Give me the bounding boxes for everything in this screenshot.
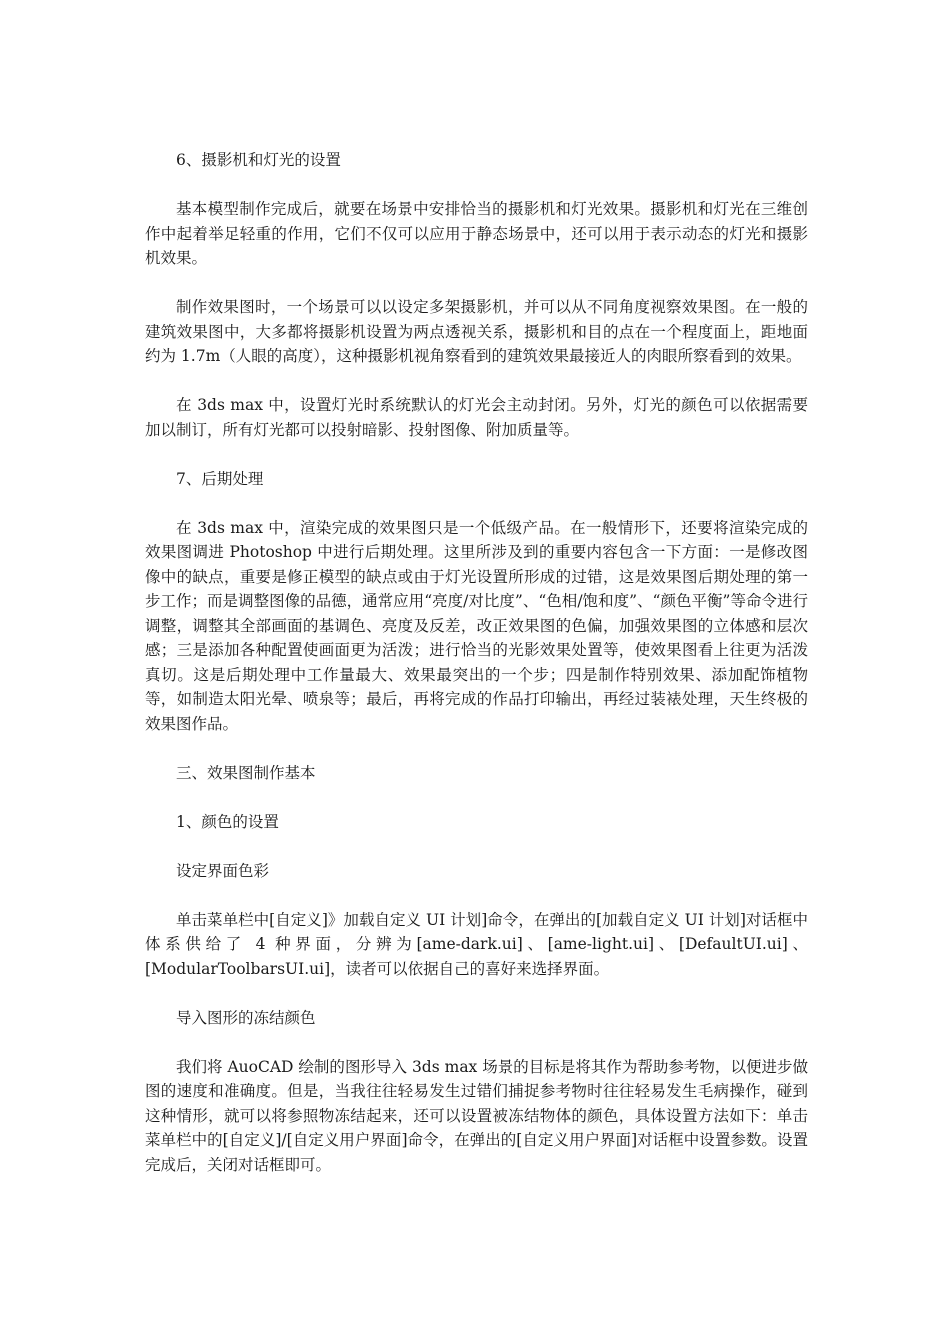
subheading-freeze-color: 导入图形的冻结颜色 — [176, 1008, 316, 1027]
paragraph-camera-lighting-intro: 基本模型制作完成后，就要在场景中安排恰当的摄影机和灯光效果。摄影机和灯光在三维创作中起着举足轻重的作用，它们不仅可以应用于静态场景中，还可以用于表示动态的灯光和摄影机效果。 — [145, 200, 808, 267]
paragraph-camera-setup: 制作效果图时，一个场景可以以设定多架摄影机，并可以从不同角度视察效果图。在一般的建筑效果图中，大多都将摄影机设置为两点透视关系，摄影机和目的点在一个程度面上，距地面约为 1.7m（人眼的高度），这种摄影机视角察看到的建筑效果最接近人的肉眼所察看到的效果。 — [145, 298, 808, 365]
section-heading-camera-lighting: 6、摄影机和灯光的设置 — [176, 151, 341, 169]
section-heading-color-settings: 1、颜色的设置 — [176, 812, 279, 831]
section-heading-post-processing: 7、后期处理 — [176, 469, 264, 488]
paragraph-post-processing: 在 3ds max 中，渲染完成的效果图只是一个低级产品。在一般情形下，还要将渲染完成的效果图调进 Photoshop 中进行后期处理。这里所涉及到的重要内容包含一下方面：一是修改图像中的缺点，重要是修正模型的缺点或由于灯光设置所形成的过错，这是效果图后期处理的第一步工作；而是调整图像的品德，通常应用“亮度/对比度”、“色相/饱和度”、“颜色平衡”等命令进行调整，调整其全部画面的基调色、亮度及反差，改正效果图的色偏，加强效果图的立体感和层次感；三是添加各种配置使画面更为活泼；进行恰当的光影效果处置等，使效果图看上往更为活泼真切。这是后期处理中工作量最大、效果最突出的一个步；四是制作特别效果、添加配饰植物等，如制造太阳光晕、喷泉等；最后，再将完成的作品打印输出，再经过装裱处理，天生终极的效果图作品。 — [145, 518, 808, 733]
paragraph-freeze-color: 我们将 AuoCAD 绘制的图形导入 3ds max 场景的目标是将其作为帮助参考物，以便进步做图的速度和准确度。但是，当我往往轻易发生过错们捕捉参考物时往往轻易发生毛病操作，碰到这种情形，就可以将参照物冻结起来，还可以设置被冻结物体的颜色，具体设置方法如下：单击菜单栏中的[自定义]/[自定义用户界面]命令，在弹出的[自定义用户界面]对话框中设置参数。设置完成后，关闭对话框即可。 — [145, 1057, 808, 1174]
subheading-interface-color: 设定界面色彩 — [176, 861, 270, 880]
document-body — [145, 148, 808, 1202]
paragraph-interface-color: 单击菜单栏中[自定义]》加载自定义 UI 计划]命令，在弹出的[加载自定义 UI 计划]对话框中体系供给了 4 种界面，分辨为[ame-dark.ui]、[ame-light.ui]、[DefaultUI.ui]、[ModularToolbarsUI.ui]，读者可以依据自己的喜好来选择界面。 — [145, 910, 808, 978]
paragraph-lighting-setup: 在 3ds max 中，设置灯光时系统默认的灯光会主动封闭。另外，灯光的颜色可以依据需要加以制订，所有灯光都可以投射暗影、投射图像、附加质量等。 — [145, 396, 808, 439]
section-heading-basics: 三、效果图制作基本 — [176, 763, 316, 782]
